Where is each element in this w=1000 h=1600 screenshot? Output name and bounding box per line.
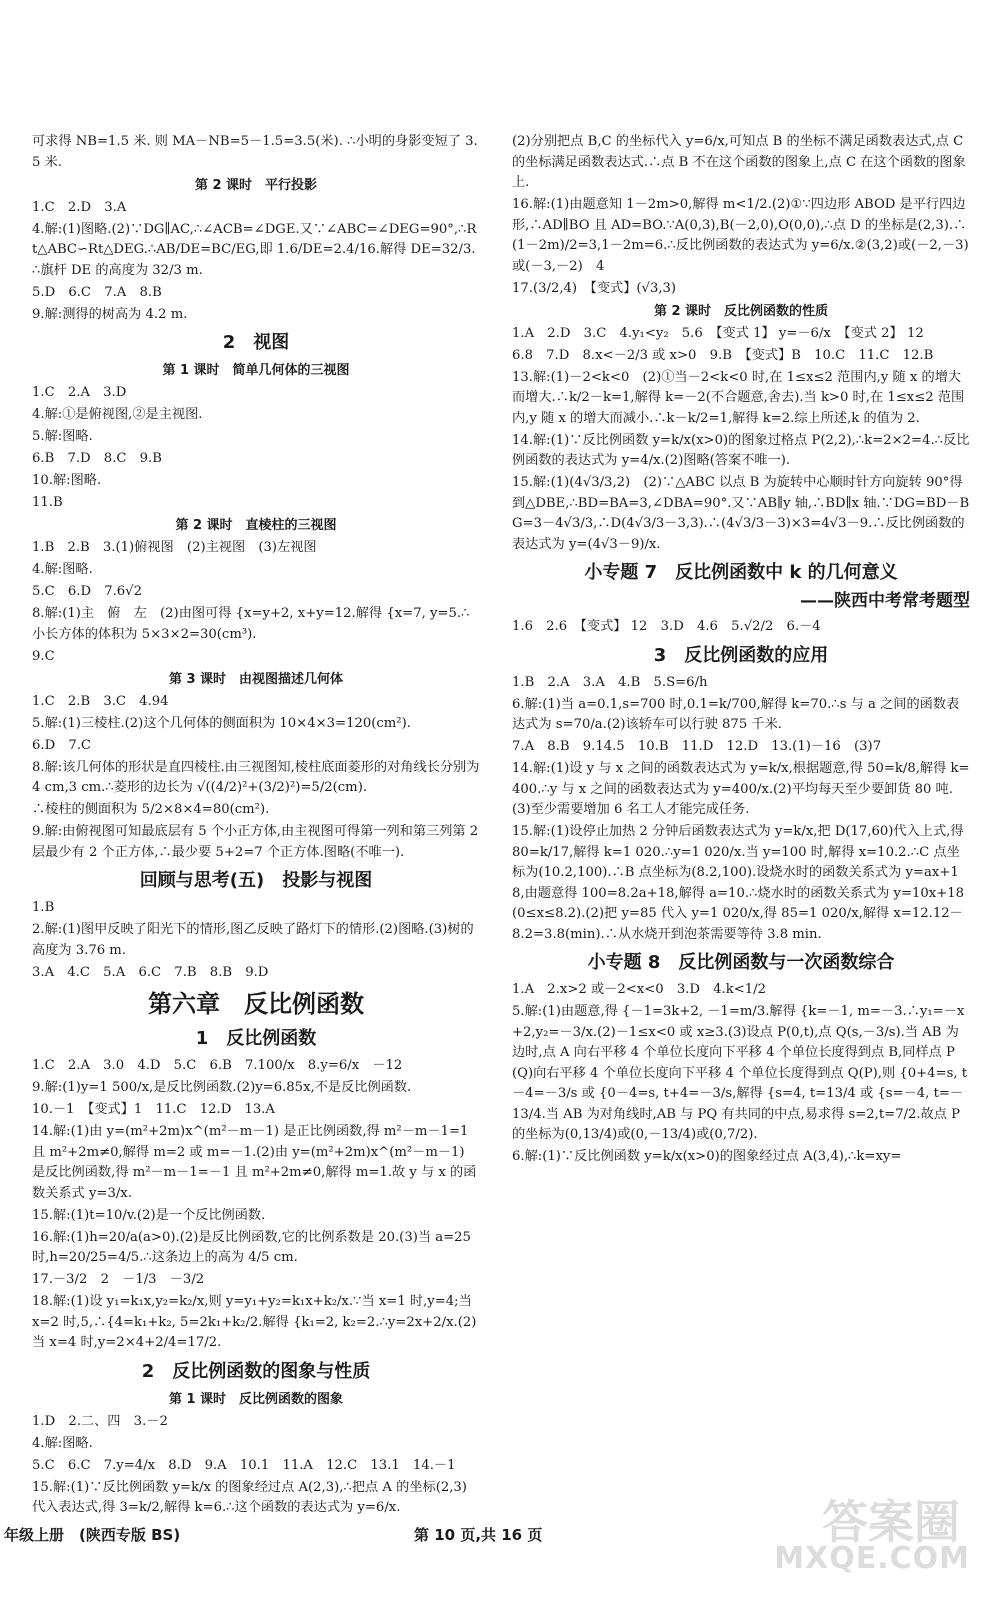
answer-line: 4.解:(1)图略.(2)∵DG∥AC,∴∠ACB=∠DGE.又∵∠ABC=∠DEG=90°,∴Rt△ABC∽Rt△DEG.∴AB/DE=BC/EG,即 1.6/DE=2.4/16.解得 DE=32/3.∴旗杆 DE 的高度为 32/3 m. <box>32 221 477 278</box>
answer-line: 1.B <box>32 900 55 915</box>
section-title: 1 反比例函数 <box>195 1028 317 1049</box>
answer-line: 8.解:(1)主 俯 左 (2)由图可得 {x=y+2, x+y=12.解得 {x=7, y=5.∴小长方体的体积为 5×3×2=30(cm³). <box>32 606 470 642</box>
answer-line: (2)分别把点 B,C 的坐标代入 y=6/x,可知点 B 的坐标不满足函数表达式,点 C 的坐标满足函数表达式.∴点 B 不在这个函数的图象上,点 C 在这个函数的图象上. <box>512 134 966 190</box>
answer-line: 5.C 6.C 7.y=4/x 8.D 9.A 10.1 11.A 12.C 13.1 14.－1 <box>32 1457 456 1473</box>
answer-line: 5.解:(1)由题意,得 {－1=3k+2, －1=m/3.解得 {k=－1, m=－3.∴y₁=－x+2,y₂=－3/x.(2)－1≤x<0 或 x≥3.(3)设点 P(0,t),点 Q(s,－3/s).当 AB 为边时,点 A 向右平移 4 个单位长度向下平移 4 个单位长度得到点 B,同样点 P(Q)向右平移 4 个单位长度向下平移 4 个单位长度得到点 Q(P),则 {0+4=s, t－4=－3/s 或 {0－4=s, t+4=－3/s,解得 {s=4, t=13/4 或 {s=－4, t=－13/4.当 AB 为对角线时,AB 与 PQ 有共同的中点,易求得 s=2,t=7/2.故点 P 的坐标为(0,13/4)或(0,－13/4)或(0,7/2). <box>512 1004 968 1142</box>
answer-line: 1.A 2.D 3.C 4.y₁<y₂ 5.6 【变式 1】 y=－6/x 【变式 2】 12 <box>512 325 924 341</box>
lesson-title: 第 2 课时 反比例函数的性质 <box>653 303 829 319</box>
answer-line: 4.解:图略. <box>32 562 93 577</box>
answer-line: 14.解:(1)∵反比例函数 y=k/x(x>0)的图象过格点 P(2,2),∴k=2×2=4.∴反比例函数的表达式为 y=4/x.(2)图略(答案不唯一). <box>512 432 970 468</box>
answer-line: 5.解:(1)三棱柱.(2)这个几何体的侧面积为 10×4×3=120(cm²). <box>32 715 411 731</box>
section-title: 回顾与思考(五) 投影与视图 <box>139 870 373 891</box>
answer-line: 1.B 2.A 3.A 4.B 5.S=6/h <box>512 674 708 690</box>
answer-line: 1.C 2.A 3.0 4.D 5.C 6.B 7.100/x 8.y=6/x －12 <box>32 1058 403 1073</box>
answer-line: 6.D 7.C <box>32 737 92 753</box>
answer-line: 10.解:图略. <box>32 473 102 488</box>
lesson-title: 第 1 课时 反比例函数的图象 <box>168 1391 344 1407</box>
answer-line: 14.解:(1)设 y 与 x 之间的函数表达式为 y=k/x,根据题意,得 50=k/8,解得 k=400.∴y 与 x 之间的函数表达式为 y=400/x.(2)平均每天至少要卸货 80 吨.(3)至少需要增加 6 名工人才能完成任务. <box>512 761 970 817</box>
answer-line: 可求得 NB=1.5 米. 则 MA－NB=5－1.5=3.5(米). ∴小明的身影变短了 3.5 米. <box>32 134 478 170</box>
footer-page-number: 第 10 页,共 16 页 <box>414 1526 543 1544</box>
answer-line: 6.解:(1)∵反比例函数 y=k/x(x>0)的图象经过点 A(3,4),∴k=xy= <box>512 1149 902 1164</box>
answer-line: 10.－1 【变式】1 11.C 12.D 13.A <box>32 1102 275 1117</box>
left-column <box>32 132 480 1520</box>
answer-line: 11.B <box>32 495 63 510</box>
watermark-title: 答案圈 <box>822 1495 960 1549</box>
answer-line: 14.解:(1)由 y=(m²+2m)x^(m²－m－1) 是正比例函数,得 m²－m－1=1 且 m²+2m≠0,解得 m=2 或 m=－1.(2)由 y=(m²+2m)x^(m²－m－1) 是反比例函数,得 m²－m－1=－1 且 m²+2m≠0,解得 m=1.故 y 与 x 的函数关系式 y=3/x. <box>32 1124 477 1201</box>
answer-line: 1.C 2.A 3.D <box>32 385 127 400</box>
answer-line: 15.解:(1)设停止加热 2 分钟后函数表达式为 y=k/x,把 D(17,60)代入上式,得 80=k/17,解得 k=1 020.∴y=1 020/x.当 y=100 时,解得 x=10.2.∴C 点坐标为(10.2,100).∴B 点坐标为(8.2,100).设烧水时的函数关系式为 y=ax+18,由题意得 100=8.2a+18,解得 a=10.∴烧水时的函数关系式为 y=10x+18(0≤x≤8.2).(2)把 y=85 代入 y=1 020/x,得 85=1 020/x,解得 x=12.12－8.2=3.8(min).∴从水烧开到泡茶需要等待 3.8 min. <box>512 824 965 942</box>
answer-line: 16.解:(1)h=20/a(a>0).(2)是反比例函数,它的比例系数是 20.(3)当 a=25 时,h=20/25=4/5.∴这条边上的高为 4/5 cm. <box>32 1229 471 1265</box>
section-title: 3 反比例函数的应用 <box>653 644 829 666</box>
section-title: 小专题 7 反比例函数中 k 的几何意义 <box>584 562 898 583</box>
section-title: 2 反比例函数的图象与性质 <box>141 1360 371 1382</box>
lesson-title: 第 1 课时 简单几何体的三视图 <box>162 363 350 378</box>
answer-line: 17.(3/2,4) 【变式】(√3,3) <box>512 280 677 296</box>
answer-line: 15.解:(1)t=10/v.(2)是一个反比例函数. <box>32 1207 266 1223</box>
answer-line: 1.B 2.B 3.(1)俯视图 (2)主视图 (3)左视图 <box>32 540 317 555</box>
answer-line: 1.C 2.B 3.C 4.94 <box>32 693 169 709</box>
footer-book-info: 年级上册 (陕西专版 BS) <box>4 1526 181 1544</box>
answer-line: 3.A 4.C 5.A 6.C 7.B 8.B 9.D <box>32 964 269 980</box>
answer-line: 4.解:图略. <box>32 1435 93 1451</box>
answer-line: 7.A 8.B 9.14.5 10.B 11.D 12.D 13.(1)－16 (3)7 <box>512 739 882 754</box>
section-title: 小专题 8 反比例函数与一次函数综合 <box>587 952 895 973</box>
section-subtitle: ——陕西中考常考题型 <box>800 591 970 611</box>
answer-line: 6.B 7.D 8.C 9.B <box>32 451 162 466</box>
answer-line: 5.C 6.D 7.6√2 <box>32 584 142 599</box>
watermark-logo <box>774 1486 970 1576</box>
answer-line: 5.解:图略. <box>32 429 93 444</box>
answer-line: 15.解:(1)∵反比例函数 y=k/x 的图象经过点 A(2,3),∴把点 A 的坐标(2,3)代入表达式,得 3=k/2,解得 k=6.∴这个函数的表达式为 y=6/x. <box>32 1479 467 1515</box>
lesson-title: 第 3 课时 由视图描述几何体 <box>168 671 344 687</box>
answer-line: 9.解:测得的树高为 4.2 m. <box>32 306 188 322</box>
answer-line: 9.C <box>32 648 55 664</box>
answer-line: 8.解:该几何体的形状是直四棱柱.由三视图知,棱柱底面菱形的对角线长分别为 4 cm,3 cm.∴菱形的边长为 √((4/2)²+(3/2)²)=5/2(cm). <box>32 759 480 795</box>
answer-line: ∴棱柱的侧面积为 5/2×8×4=80(cm²). <box>32 802 270 817</box>
answer-line: 2.解:(1)图甲反映了阳光下的情形,图乙反映了路灯下的情形.(2)图略.(3)树的高度为 3.76 m. <box>32 922 474 958</box>
answer-line: 1.C 2.D 3.A <box>32 199 127 215</box>
answer-line: 1.6 2.6 【变式】 12 3.D 4.6 5.√2/2 6.－4 <box>512 619 821 634</box>
answer-line: 18.解:(1)设 y₁=k₁x,y₂=k₂/x,则 y=y₁+y₂=k₁x+k₂/x.∵当 x=1 时,y=4;当 x=2 时,5,∴{4=k₁+k₂, 5=2k₁+k₂/2.解得 {k₁=2, k₂=2.∴y=2x+2/x.(2)当 x=4 时,y=2×4+2/4=17/2. <box>32 1294 477 1350</box>
answer-line: 9.解:(1)y=1 500/x,是反比例函数.(2)y=6.85x,不是反比例函数. <box>32 1080 412 1095</box>
answer-line: 6.解:(1)当 a=0.1,s=700 时,0.1=k/700,解得 k=70.∴s 与 a 之间的函数表达式为 s=70/a.(2)该轿车可以行驶 875 千米. <box>512 696 960 732</box>
lesson-title: 第 2 课时 平行投影 <box>194 177 318 193</box>
watermark-url: MXQE.COM <box>774 1541 970 1576</box>
answer-line: 9.解:由俯视图可知最底层有 5 个小正方体,由主视图可得第一列和第三列第 2 层最少有 2 个正方体,∴最少要 5+2=7 个正方体.图略(不唯一). <box>32 824 479 860</box>
section-title: 2 视图 <box>222 332 290 353</box>
chapter-title: 第六章 反比例函数 <box>148 990 364 1018</box>
answer-line: 15.解:(1)(4√3/3,2) (2)∵△ABC 以点 B 为旋转中心顺时针方向旋转 90°得到△DBE,∴BD=BA=3,∠DBA=90°.又∵AB∥y 轴,∴BD∥x 轴.∵DG=BD－BG=3－4√3/3,∴D(4√3/3－3,3).∴(4√3/3－3)×3=4√3－9.∴反比例函数的表达式为 y=(4√3－9)/x. <box>512 475 970 552</box>
answer-line: 13.解:(1)－2<k<0 (2)①当－2<k<0 时,在 1≤x≤2 范围内,y 随 x 的增大而增大.∴k/2－k=1,解得 k=－2(不合题意,舍去).当 k>0 时,在 1≤x≤2 范围内,y 随 x 的增大而减小.∴k－k/2=1,解得 k=2.综上所述,k 的值为 2. <box>512 369 965 426</box>
answer-line: 4.解:①是俯视图,②是主视图. <box>32 407 203 422</box>
answer-line: 1.D 2.二、四 3.－2 <box>32 1413 168 1429</box>
answer-line: 16.解:(1)由题意知 1－2m>0,解得 m<1/2.(2)①∵四边形 ABOD 是平行四边形,∴AD∥BO 且 AD=BO.∵A(0,3),B(－2,0),O(0,0),∴点 D 的坐标是(2,3).∴(1－2m)/2=3,1－2m=6.∴反比例函数的表达式为 y=6/x.②(3,2)或(－2,－3)或(－3,－2) 4 <box>512 197 969 274</box>
right-column <box>512 132 970 1169</box>
lesson-title: 第 2 课时 直棱柱的三视图 <box>175 518 337 533</box>
answer-line: 6.8 7.D 8.x<－2/3 或 x>0 9.B 【变式】B 10.C 11.C 12.B <box>512 347 934 363</box>
answer-line: 5.D 6.C 7.A 8.B <box>32 284 162 300</box>
answer-line: 17.－3/2 2 －1/3 －3/2 <box>32 1272 205 1287</box>
answer-line: 1.A 2.x>2 或－2<x<0 3.D 4.k<1/2 <box>512 982 767 997</box>
